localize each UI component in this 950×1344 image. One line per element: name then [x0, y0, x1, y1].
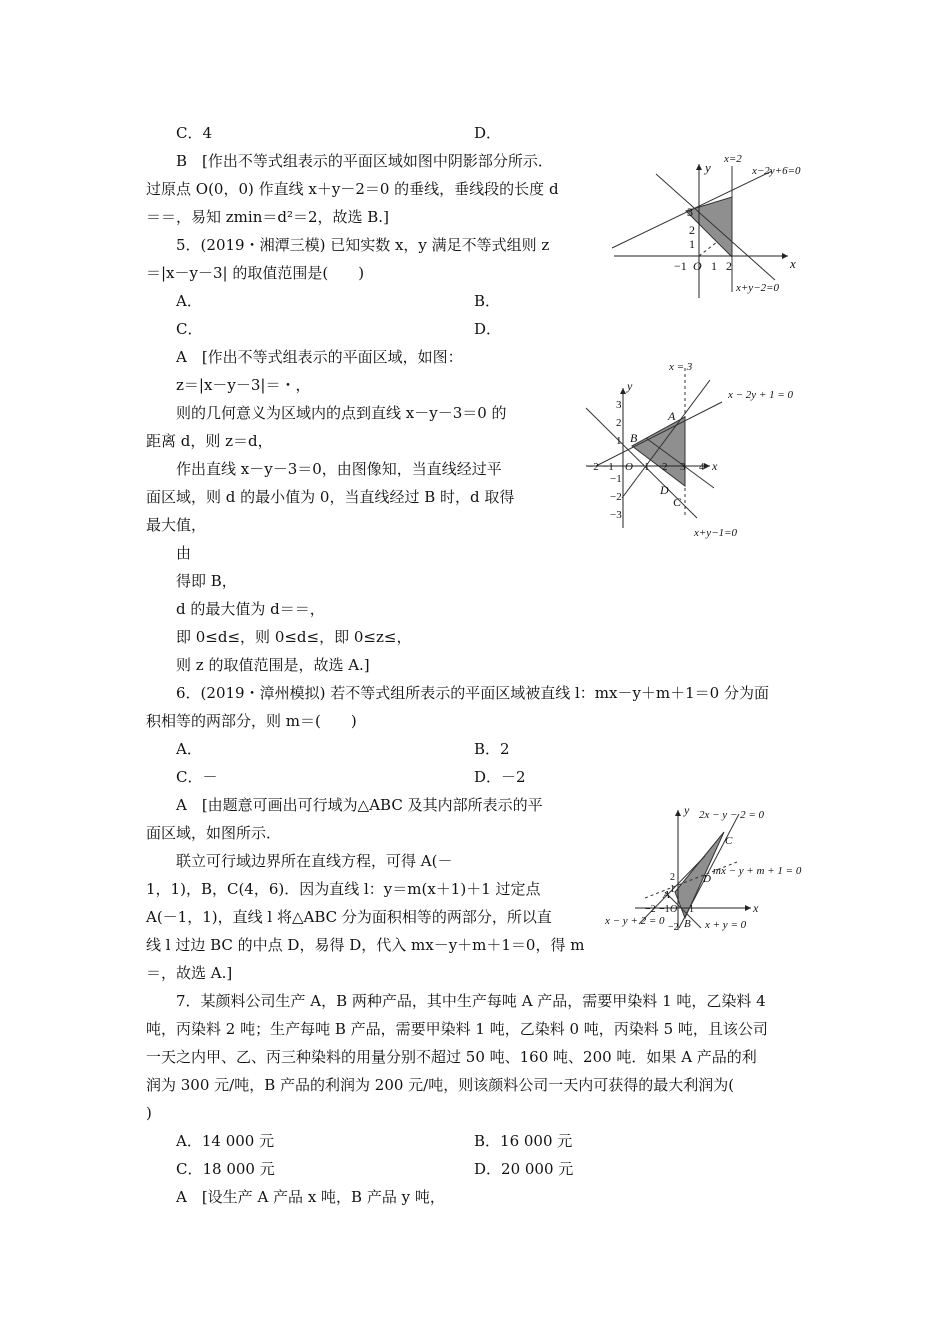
q5-solution-line: 距离 d，则 z＝d， — [146, 432, 273, 450]
q6-solution-line: A(－1，1)，直线 l 将△ABC 分为面积相等的两部分，所以直 — [146, 908, 552, 926]
origin-label: O — [670, 904, 678, 915]
q7-stem: 吨，丙染料 2 吨；生产每吨 B 产品，需要甲染料 1 吨，乙染料 0 吨，丙染料 5 吨，且该公司 — [146, 1020, 768, 1038]
tick-label: 1 — [689, 237, 695, 251]
q6-stem: 积相等的两部分，则 m＝( ) — [146, 712, 357, 730]
point-label: D — [703, 873, 711, 885]
q7-option-d: D．20 000 元 — [474, 1160, 574, 1178]
tick-label: 4 — [699, 461, 705, 473]
tick-label: 1 — [616, 435, 622, 447]
point-label: B — [684, 918, 691, 930]
q6-option-b: B．2 — [474, 740, 510, 758]
q7-stem: ) — [146, 1104, 152, 1122]
tick-label: 2 — [662, 461, 668, 473]
tick-label: −2 — [610, 491, 622, 503]
q5-solution-line: 作出直线 x－y－3＝0，由图像知，当直线经过平 — [176, 460, 502, 478]
y-axis-label: y — [705, 160, 711, 175]
tick-label: 2 — [689, 223, 695, 237]
perpendicular-segment — [699, 242, 717, 256]
q7-stem: 一天之内甲、乙、丙三种染料的用量分别不超过 50 吨、160 吨、200 吨．如果 A 产品的利 — [146, 1048, 757, 1066]
q6-solution-line: 线 l 过边 BC 的中点 D，易得 D，代入 mx－y＋m＋1＝0，得 m — [146, 936, 585, 954]
point-label: A — [663, 889, 670, 901]
q5-solution-line: 即 0≤d≤，则 0≤d≤，即 0≤z≤， — [176, 628, 412, 646]
x-axis-label: x — [712, 459, 718, 473]
tick-label: 3 — [680, 461, 686, 473]
line-label: x − y + 2 = 0 — [605, 915, 665, 927]
q6-solution-line: 1，1)，B，C(4，6)．因为直线 l：y＝m(x＋1)＋1 过定点 — [146, 880, 541, 898]
line-label: x+y−2=0 — [736, 282, 780, 294]
q6-solution-line: 面区域，如图所示． — [146, 824, 282, 842]
tick-label: 3 — [616, 399, 622, 411]
tick-label: −3 — [610, 509, 622, 521]
line-label: x − 2y + 1 = 0 — [728, 389, 794, 401]
tick-label: 2 — [726, 259, 732, 273]
q5-option-b: B． — [474, 292, 501, 310]
q6-option-c: C．－ — [176, 768, 218, 786]
tick-label: −1 — [674, 259, 687, 273]
q4-option-d: D． — [474, 124, 502, 142]
point-label: A — [668, 409, 676, 423]
tick-label: −2 — [668, 922, 679, 933]
point-label: D — [660, 483, 669, 497]
q4-solution-line: 过原点 O(0，0) 作直线 x＋y－2＝0 的垂线，垂线段的长度 d — [146, 180, 559, 198]
q5-solution-line: z＝|x－y－3|＝・， — [176, 376, 311, 394]
q7-option-b: B．16 000 元 — [474, 1132, 573, 1150]
q6-solution-line: ＝，故选 A.] — [146, 964, 233, 982]
q5-stem: 5．(2019・湘潭三模) 已知实数 x，y 满足不等式组则 z — [176, 236, 550, 254]
line-label: x−2y+6=0 — [752, 165, 801, 177]
line-label: x = 3 — [669, 361, 693, 373]
tick-label: 2 — [616, 417, 622, 429]
q5-option-c: C． — [176, 320, 203, 338]
q6-option-d: D．－2 — [474, 768, 526, 786]
y-axis-label: y — [627, 379, 633, 393]
point-label: C — [673, 495, 682, 509]
tick-label: −1 — [659, 904, 670, 915]
tick-label: −1 — [602, 461, 614, 473]
line-label: mx − y + m + 1 = 0 — [713, 865, 802, 877]
q5-solution-line: 则的几何意义为区域内的点到直线 x－y－3＝0 的 — [176, 404, 507, 422]
line-label: 2x − y − 2 = 0 — [699, 809, 765, 821]
shaded-region — [632, 417, 685, 486]
line-label: x+y−1=0 — [694, 527, 738, 539]
q5-option-d: D． — [474, 320, 502, 338]
point-label: B — [630, 431, 638, 445]
q6-option-a: A． — [176, 740, 202, 758]
q5-solution-line: 则 z 的取值范围是，故选 A.] — [176, 656, 370, 674]
q5-solution-line: 得即 B， — [176, 572, 237, 590]
tick-label: −1 — [610, 473, 622, 485]
q5-solution-line: d 的最大值为 d＝＝， — [176, 600, 325, 618]
x-axis-label: x — [753, 901, 759, 915]
tick-label: 1 — [670, 884, 675, 895]
q4-solution-line: B [作出不等式组表示的平面区域如图中阴影部分所示． — [176, 152, 553, 170]
tick-label: 3 — [687, 205, 693, 219]
figure-3-feasible-region — [605, 800, 805, 935]
q7-stem: 7．某颜料公司生产 A，B 两种产品，其中生产每吨 A 产品，需要甲染料 1 吨，乙染料 4 — [176, 992, 766, 1010]
point-label: C — [725, 835, 733, 847]
origin-label: O — [693, 259, 702, 273]
figure-2-feasible-region — [582, 358, 797, 548]
q5-solution-line: 由 — [176, 544, 192, 562]
q7-solution-line: A [设生产 A 产品 x 吨，B 产品 y 吨， — [176, 1188, 445, 1206]
q7-stem: 润为 300 元/吨，B 产品的利润为 200 元/吨，则该颜料公司一天内可获得的最大利润为( — [146, 1076, 735, 1094]
q5-solution-line: A [作出不等式组表示的平面区域，如图： — [176, 348, 463, 366]
q6-solution-line: A [由题意可画出可行域为△ABC 及其内部所表示的平 — [176, 796, 543, 814]
tick-label: −2 — [645, 904, 656, 915]
tick-label: 1 — [689, 904, 694, 915]
tick-label: 1 — [644, 461, 650, 473]
line-label: x=2 — [724, 153, 742, 165]
q7-option-c: C．18 000 元 — [176, 1160, 275, 1178]
q7-option-a: A．14 000 元 — [176, 1132, 275, 1150]
q5-stem: ＝|x－y－3| 的取值范围是( ) — [146, 264, 365, 282]
line-label: x + y = 0 — [705, 919, 747, 931]
origin-label: O — [625, 461, 633, 473]
tick-label: 2 — [670, 872, 675, 883]
q6-stem: 6．(2019・漳州模拟) 若不等式组所表示的平面区域被直线 l：mx－y＋m＋1＝0 分为面 — [176, 684, 769, 702]
q6-solution-line: 联立可行域边界所在直线方程，可得 A(－ — [176, 852, 453, 870]
y-axis-label: y — [684, 803, 690, 817]
q5-solution-line: 面区域，则 d 的最小值为 0，当直线经过 B 时，d 取得 — [146, 488, 515, 506]
q4-option-c: C．4 — [176, 124, 213, 142]
tick-label: −2 — [587, 461, 599, 473]
q4-solution-line: ＝＝，易知 zmin＝d²＝2，故选 B.] — [146, 208, 389, 226]
q5-solution-line: 最大值， — [146, 516, 207, 534]
figure-1-feasible-region — [610, 150, 810, 300]
tick-label: 1 — [711, 259, 717, 273]
x-axis-label: x — [790, 256, 796, 271]
q5-option-a: A． — [176, 292, 202, 310]
